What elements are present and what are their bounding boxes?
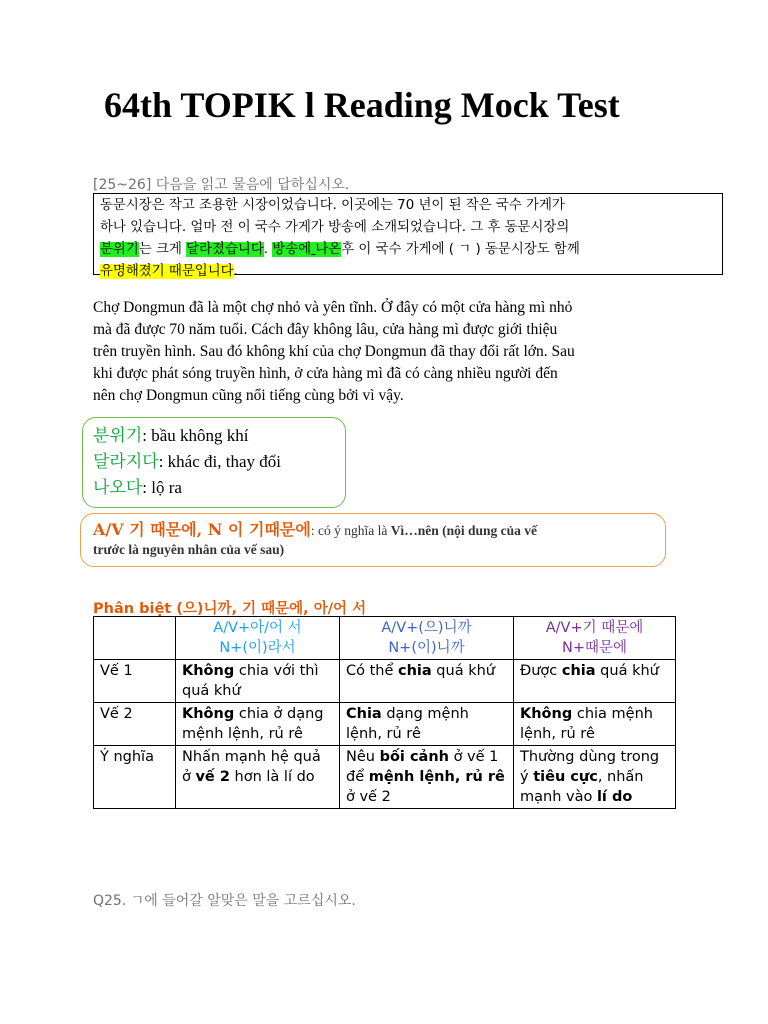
header-eunikka: A/V+(으)니까 N+(이)니까 — [340, 617, 514, 660]
row-label: Ý nghĩa — [94, 746, 176, 809]
highlight-mood: 분위기 — [100, 242, 139, 257]
table-row — [94, 703, 676, 746]
header-gi-ttaemune: A/V+기 때문에 N+때문에 — [514, 617, 676, 660]
vocab-meaning: : khác đi, thay đổi — [158, 452, 281, 471]
translation-line: Chợ Dongmun đã là một chợ nhỏ và yên tĩnh. Ở đây có một cửa hàng mì nhỏ — [93, 299, 573, 316]
question-text: Q25. ㄱ에 들어갈 알맞은 말을 고르십시오. — [93, 893, 356, 909]
vocab-item — [93, 449, 345, 475]
table-header-row — [94, 617, 676, 660]
passage-line-2: 하나 있습니다. 얼마 전 이 국수 가게가 방송에 소개되었습니다. 그 후 동문시장의 — [100, 220, 570, 235]
passage-line-3: 분위기는 크게 달라졌습니다. 방송에 나온후 이 국수 가게에 ( ㄱ ) 동문시장도 함께 — [100, 242, 580, 257]
header-a-eoseo: A/V+아/어 서 N+(이)라서 — [176, 617, 340, 660]
translation-line: mà đã được 70 năm tuổi. Cách đây không lâu, cửa hàng mì được giới thiệu — [93, 321, 558, 338]
vocab-item — [93, 423, 345, 449]
vocab-korean: 분위기 — [93, 426, 143, 446]
vocabulary-box — [82, 417, 346, 508]
table-cell: Được chia quá khứ — [514, 660, 676, 703]
korean-passage-box — [93, 193, 723, 279]
table-cell: Không chia mệnh lệnh, rủ rê — [514, 703, 676, 746]
table-cell: Thường dùng trong ý tiêu cực, nhấn mạnh vào lí do — [514, 746, 676, 809]
grammar-pattern: A/V 기 때문에, N 이 기때문에 — [93, 520, 311, 539]
grammar-box — [80, 513, 666, 567]
table-row — [94, 660, 676, 703]
vocab-korean: 달라지다 — [93, 452, 159, 472]
grammar-meaning-line-2: trước là nguyên nhân của vế sau) — [93, 542, 285, 557]
translation-line: trên truyền hình. Sau đó không khí của chợ Dongmun đã thay đổi rất lớn. Sau — [93, 343, 575, 360]
passage-line-4: 유명해졌기 때문입니다. — [100, 264, 238, 279]
highlight-famous: 유명해졌기 때문입니다 — [100, 264, 234, 279]
table-cell: Không chia ở dạng mệnh lệnh, rủ rê — [176, 703, 340, 746]
vietnamese-translation — [93, 297, 703, 407]
table-cell: Không chia với thì quá khứ — [176, 660, 340, 703]
row-label: Vế 1 — [94, 660, 176, 703]
highlight-broadcast: 방송에 나온 — [272, 242, 342, 257]
vocab-item — [93, 475, 345, 501]
translation-line: khi được phát sóng truyền hình, ở cửa hàng mì đã có càng nhiều người đến — [93, 365, 558, 382]
vocab-korean: 나오다 — [93, 478, 143, 498]
highlight-changed: 달라졌습니다 — [186, 242, 264, 257]
page-title: 64th TOPIK l Reading Mock Test — [104, 85, 620, 125]
translation-line: nên chợ Dongmun cũng nổi tiếng cùng bởi vì vậy. — [93, 387, 404, 404]
vocab-meaning: : bầu không khí — [142, 426, 249, 445]
passage-line-1: 동문시장은 작고 조용한 시장이었습니다. 이곳에는 70 년이 된 작은 국수 가게가 — [100, 198, 565, 213]
table-cell: Có thể chia quá khứ — [340, 660, 514, 703]
row-label: Vế 2 — [94, 703, 176, 746]
table-cell: Chia dạng mệnh lệnh, rủ rê — [340, 703, 514, 746]
instruction-text: [25~26] 다음을 읽고 물음에 답하십시오. — [93, 177, 350, 193]
table-cell: Nhấn mạnh hệ quả ở vế 2 hơn là lí do — [176, 746, 340, 809]
table-corner-cell — [94, 617, 176, 660]
table-cell: Nêu bối cảnh ở vế 1 để mệnh lệnh, rủ rê ở vế 2 — [340, 746, 514, 809]
grammar-meaning-bold: Vì…nên (nội dung của vế — [390, 523, 537, 538]
comparison-table — [93, 616, 676, 809]
table-row — [94, 746, 676, 809]
vocab-meaning: : lộ ra — [142, 478, 182, 497]
grammar-meaning: : có ý nghĩa là — [310, 523, 391, 538]
comparison-title: Phân biệt (으)니까, 기 때문에, 아/어 서 — [93, 601, 367, 617]
